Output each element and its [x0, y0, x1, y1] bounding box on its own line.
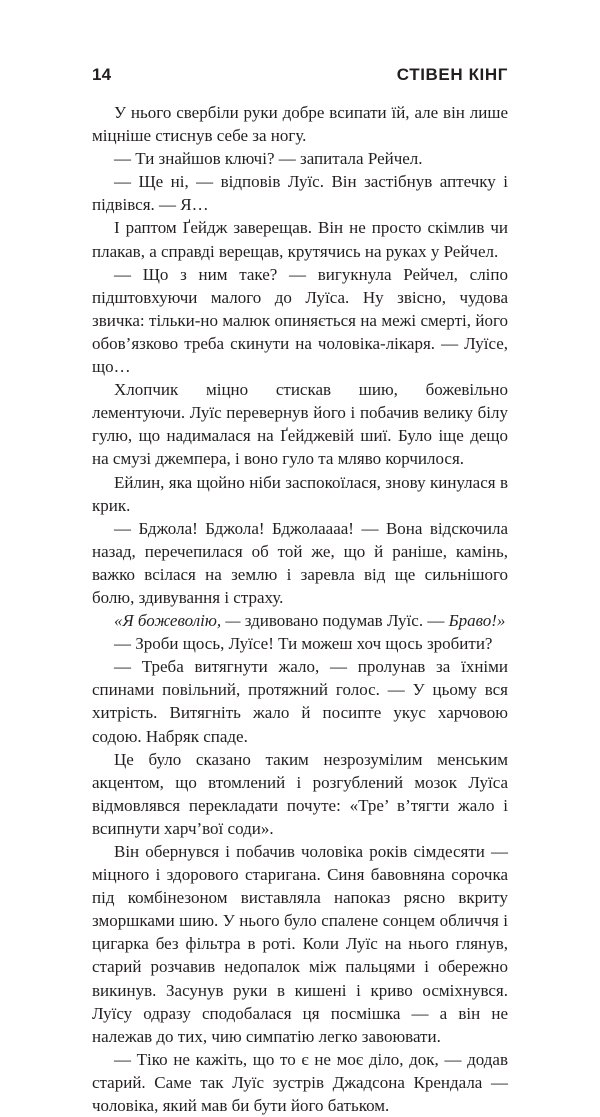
paragraph-thought: [92, 609, 508, 632]
paragraph: У нього свербіли руки добре всипати їй, але він лише міцніше стиснув себе за ногу.: [92, 103, 508, 146]
paragraph: Це було сказано таким незрозумілим менським акцентом, що втомлений і розгублений мозок Луїса відмовлявся перекладати почуте: «Тре’ в’тягти жало і всипнути харч’вої соди».: [92, 749, 508, 838]
thought-italic-1: «Я божеволію, —: [114, 611, 241, 631]
paragraph: Ейлин, яка щойно ніби заспокоїлася, знову кинулася в крик.: [92, 472, 508, 515]
thought-plain: здивовано подумав Луїс. —: [240, 611, 449, 631]
page-header: [92, 62, 508, 88]
paragraph: І раптом Ґейдж заверещав. Він не просто скімлив чи плакав, а справді верещав, крутячись на руках у Рейчел.: [92, 218, 508, 261]
paragraph: — Зроби щось, Луїсе! Ти можеш хоч щось зробити?: [114, 634, 493, 654]
paragraph: — Ти знайшов ключі? — запитала Рейчел.: [114, 149, 423, 169]
running-head-author: СТІВЕН КІНГ: [396, 65, 508, 84]
paragraph: — Ще ні, — відповів Луїс. Він застібнув аптечку і підвівся. — Я…: [92, 172, 508, 215]
paragraph: Хлопчик міцно стискав шию, божевільно лементуючи. Луїс перевернув його і побачив велику білу гулю, що надималася на Ґейджевій шиї. Було іще дещо на смузі джемпера, і воно гуло та мляво корчилося.: [92, 380, 508, 469]
paragraph: — Що з ним таке? — вигукнула Рейчел, сліпо підштовхуючи малого до Луїса. Ну звісно, чудова звичка: тільки-но малюк опиняється на межі смерті, його обов’язково треба скинути на чоловіка-лікаря. — Луїсе, що…: [92, 264, 508, 377]
paragraph: Він обернувся і побачив чоловіка років сімдесяти — міцного і здорового старигана. Синя бавовняна сорочка під комбінезоном виставляла напоказ рясно вкриту зморшками шию. У нього було спалене сонцем обличчя і цигарка без фільтра в роті. Коли Луїс на нього глянув, старий розчавив недопалок між пальцями і обережно викинув. Засунув руки в кишені і криво осміхнувся. Луїсу одразу сподобалася ця посмішка — а він не належав до тих, чию симпатію легко завоювати.: [92, 842, 508, 1046]
paragraph: — Тіко не кажіть, що то є не моє діло, док, — додав старий. Саме так Луїс зустрів Джадсона Крендала — чоловіка, який мав би бути його батьком.: [92, 1049, 508, 1116]
thought-italic-2: Браво!»: [448, 611, 506, 631]
paragraph: — Треба витягнути жало, — пролунав за їхніми спинами повільний, протяжний голос. — У цьому вся хитрість. Витягніть жало й посипте укус харчовою содою. Набряк спаде.: [92, 657, 508, 746]
page-number: 14: [92, 65, 112, 84]
paragraph: — Бджола! Бджола! Бджолаааа! — Вона відскочила назад, перечепилася об той же, що й раніше, камінь, важко всілася на землю і заревла від ще сильнішого болю, здивування і страху.: [92, 518, 508, 607]
page-body: [92, 101, 508, 1117]
